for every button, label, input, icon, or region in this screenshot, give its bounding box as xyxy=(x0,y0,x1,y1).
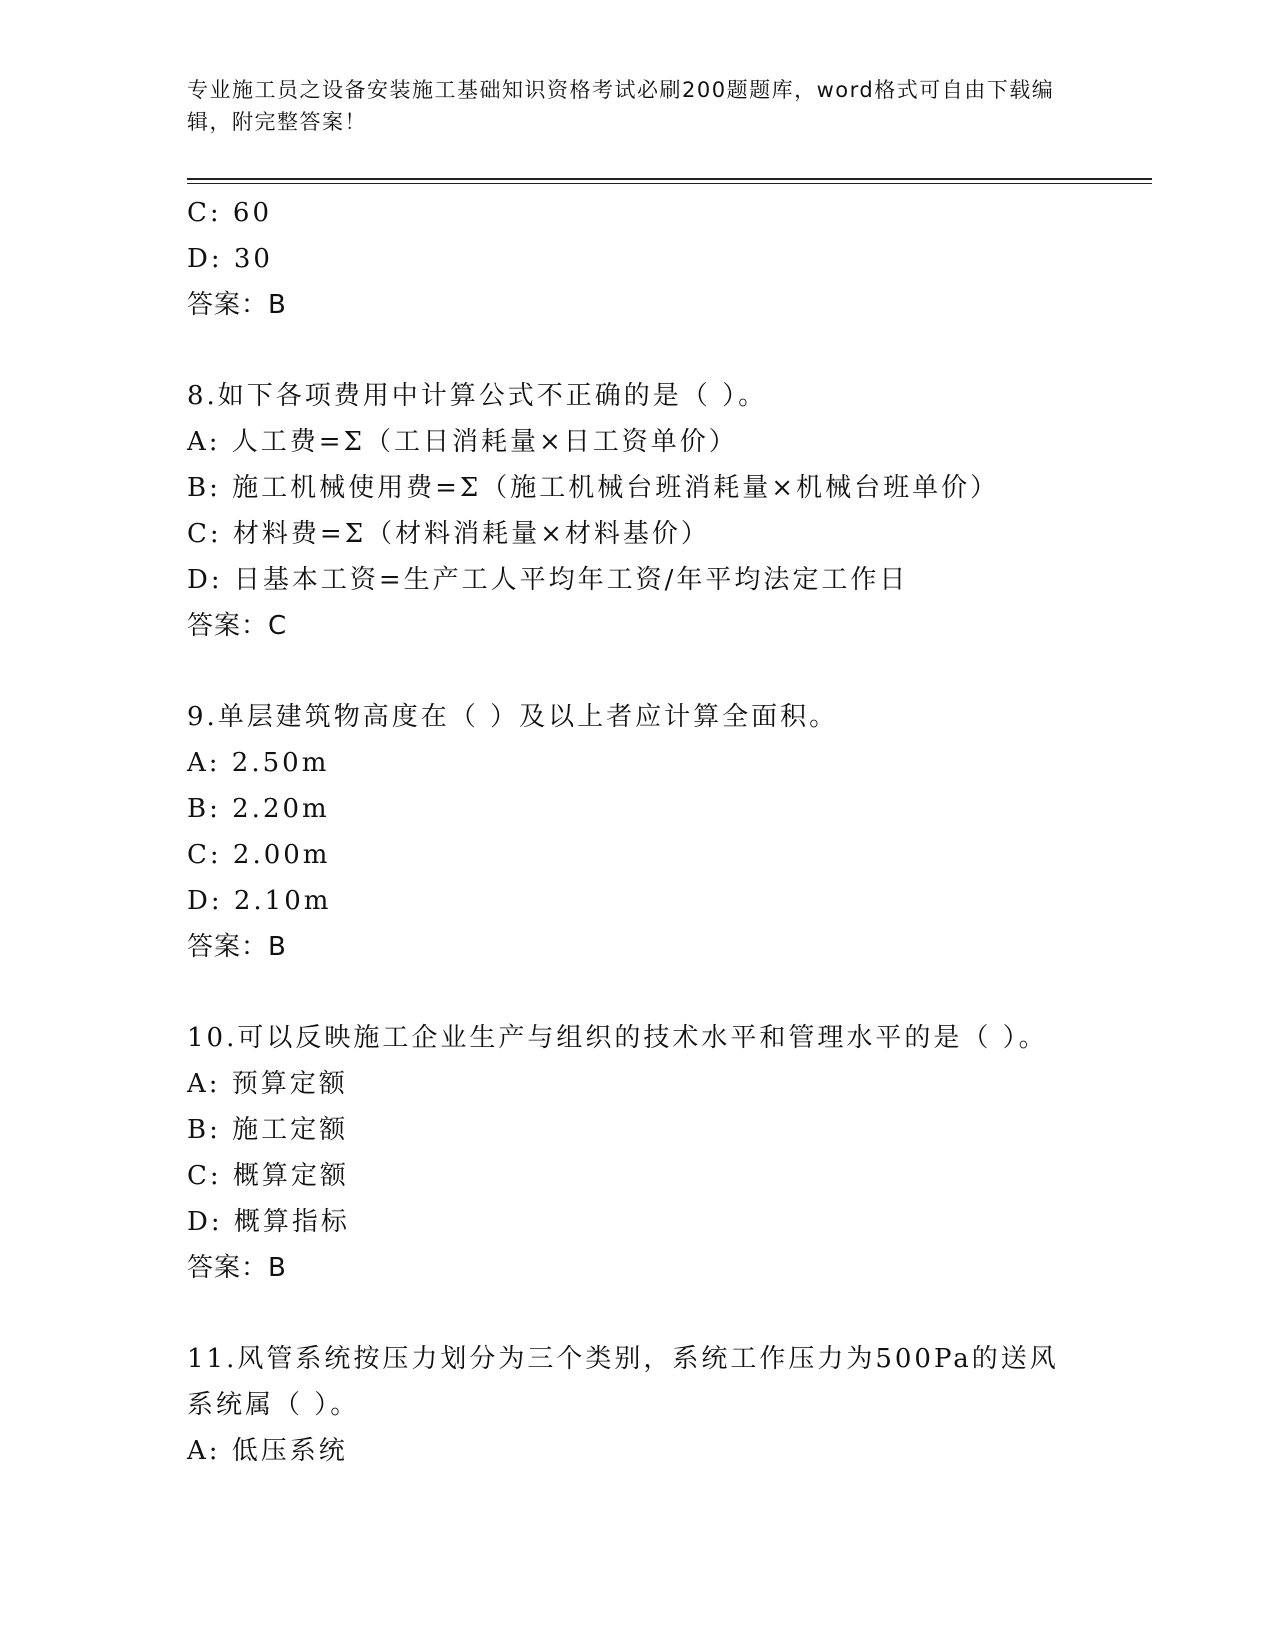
spacer xyxy=(187,1291,1087,1336)
answer-line: 答案：B xyxy=(187,1253,287,1283)
document-title: 专业施工员之设备安装施工基础知识资格考试必刷200题题库，word格式可自由下载编辑，附完整答案！ xyxy=(187,78,1055,134)
option-c: C: 60 xyxy=(187,198,273,228)
option-a: A: 低压系统 xyxy=(187,1436,348,1466)
option-a: A: 2.50m xyxy=(187,748,330,778)
option-d: D: 概算指标 xyxy=(187,1207,350,1237)
option-c: C: 概算定额 xyxy=(187,1161,349,1191)
question-stem: 10.可以反映施工企业生产与组织的技术水平和管理水平的是（ ）。 xyxy=(187,1023,1048,1053)
option-b: B: 施工机械使用费=Σ（施工机械台班消耗量×机械台班单价） xyxy=(187,473,1000,503)
option-d: D: 日基本工资=生产工人平均年工资/年平均法定工作日 xyxy=(187,565,909,595)
document-header xyxy=(187,74,1087,138)
option-b: B: 施工定额 xyxy=(187,1115,349,1145)
answer-line: 答案：B xyxy=(187,932,287,962)
answer-line: 答案：C xyxy=(187,611,288,641)
option-c: C: 材料费=Σ（材料消耗量×材料基价） xyxy=(187,519,710,549)
question-10 xyxy=(187,1015,1087,1291)
question-7 xyxy=(187,190,1087,328)
option-a: A: 人工费=Σ（工日消耗量×日工资单价） xyxy=(187,427,738,457)
spacer xyxy=(187,649,1087,694)
answer-line: 答案：B xyxy=(187,290,287,320)
option-d: D: 2.10m xyxy=(187,886,332,916)
question-9 xyxy=(187,694,1087,970)
spacer xyxy=(187,328,1087,373)
option-d: D: 30 xyxy=(187,244,273,274)
spacer xyxy=(187,970,1087,1015)
option-b: B: 2.20m xyxy=(187,794,330,824)
question-stem: 8.如下各项费用中计算公式不正确的是（ ）。 xyxy=(187,381,768,411)
question-8 xyxy=(187,373,1087,649)
question-stem: 9.单层建筑物高度在（ ）及以上者应计算全面积。 xyxy=(187,702,839,732)
header-rule-thick xyxy=(187,178,1152,180)
header-rule-thin xyxy=(187,183,1152,184)
question-11 xyxy=(187,1336,1087,1474)
question-list xyxy=(187,190,1087,1474)
option-a: A: 预算定额 xyxy=(187,1069,348,1099)
question-stem: 11.风管系统按压力划分为三个类别，系统工作压力为500Pa的送风系统属（ ）。 xyxy=(187,1344,1059,1420)
option-c: C: 2.00m xyxy=(187,840,331,870)
